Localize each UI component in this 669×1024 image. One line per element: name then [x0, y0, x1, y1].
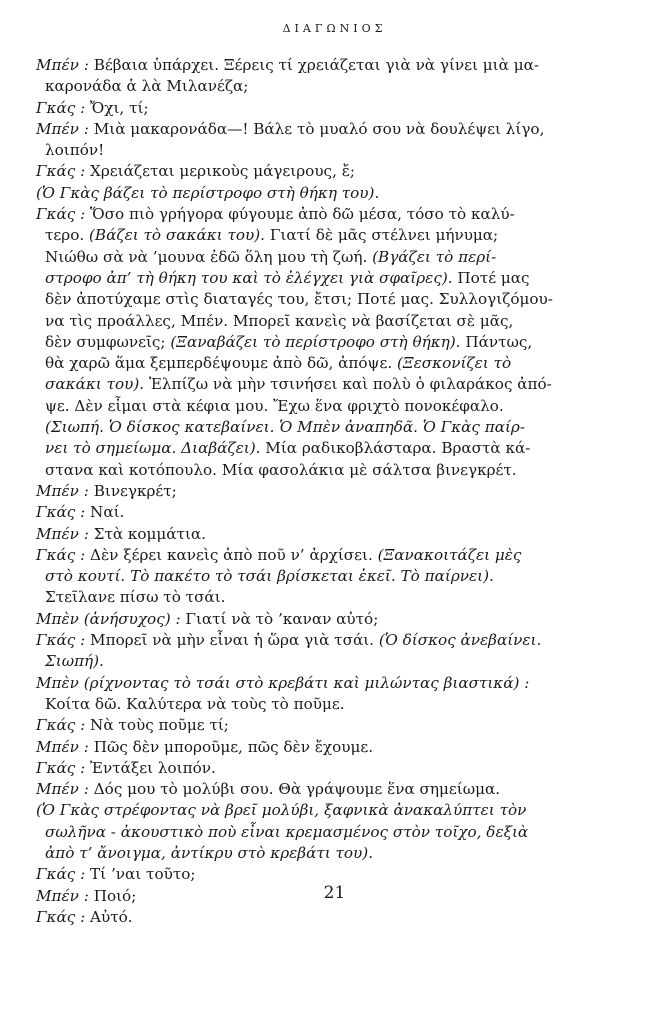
text-line: [36, 460, 596, 481]
text-line: [36, 396, 596, 417]
text-line: [36, 822, 596, 843]
speaker-label: Μπέν :: [36, 524, 89, 543]
stage-direction: σωλῆνα - ἀκουστικὸ ποὺ εἶναι κρεμασμένος στὸν τοῖχο, δεξιὰ: [45, 822, 529, 841]
text-line: [36, 119, 596, 140]
speaker-label: Μπέν :: [36, 737, 89, 756]
stage-direction: (Ὁ Γκὰς βάζει τὸ περίστροφο στὴ θήκη του).: [36, 183, 380, 202]
speaker-label: Μπέν :: [36, 56, 89, 74]
text-line: [36, 353, 596, 374]
text-line: [36, 651, 596, 672]
text-line: [36, 566, 596, 587]
text-line: [36, 737, 596, 758]
page-number: 21: [323, 883, 346, 903]
dialogue-text: Ἐντάξει λοιπόν.: [85, 758, 216, 777]
speaker-label: Γκάς :: [36, 758, 86, 777]
text-line: [36, 161, 596, 182]
speaker-label: Γκάς :: [36, 98, 86, 117]
text-line: [36, 289, 596, 310]
stage-direction: (Βάζει τὸ σακάκι του).: [89, 226, 265, 245]
dialogue-text: Ἐλπίζω νὰ μὴν τσινήσει καὶ πολὺ ὁ φιλαράκος ἀπό-: [144, 375, 552, 394]
dialogue-text: Αὐτό.: [85, 907, 133, 926]
text-line: [36, 800, 596, 821]
dialogue-text: Γιατί νὰ τὸ ’καναν αὐτό;: [180, 609, 379, 628]
speaker-label: Μπὲν (ἀνήσυχος) :: [36, 609, 181, 628]
speaker-label: Γκάς :: [36, 716, 86, 735]
text-line: [36, 758, 596, 779]
stage-direction: (Βγάζει τὸ περί-: [372, 247, 497, 266]
running-head: ΔΙΑΓΩΝΙΟΣ: [282, 22, 387, 35]
stage-direction: στὸ κουτί. Τὸ πακέτο τὸ τσάι βρίσκεται ἐκεῖ. Τὸ παίρνει).: [45, 567, 494, 586]
dialogue-text: Ποιό;: [88, 886, 137, 905]
dialogue-text: δὲν ἀποτύχαμε στὶς διαταγές του, ἔτσι; Ποτέ μας. Συλλογιζόμου-: [45, 290, 553, 309]
speaker-label: Γκάς :: [36, 631, 86, 650]
dialogue-text: Μιὰ μακαρονάδα—! Βάλε τὸ μυαλό σου νὰ δουλέψει λίγο,: [88, 119, 545, 138]
dialogue-text: Στεῖλανε πίσω τὸ τσάι.: [45, 588, 226, 607]
text-line: [36, 204, 596, 225]
text-line: [36, 225, 596, 246]
text-line: [36, 609, 596, 630]
dialogue-text: τερο.: [45, 226, 89, 245]
dialogue-text: Βινεγκρέτ;: [88, 481, 177, 500]
text-line: [36, 630, 596, 651]
dialogue-text: καρονάδα ἁ λὰ Μιλανέζα;: [45, 77, 249, 96]
stage-direction: σακάκι του).: [45, 375, 145, 394]
dialogue-text: Νὰ τοὺς ποῦμε τί;: [85, 716, 229, 735]
text-line: [36, 55, 596, 76]
stage-direction: στροφο ἀπ’ τὴ θήκη του καὶ τὸ ἐλέγχει γιὰ σφαῖρες).: [45, 268, 453, 287]
text-line: [36, 524, 596, 545]
speaker-label: Μπέν :: [36, 481, 89, 500]
speaker-label: Γκάς :: [36, 205, 86, 224]
dialogue-text: ψε. Δὲν εἶμαι στὰ κέφια μου. Ἔχω ἕνα φριχτὸ πονοκέφαλο.: [45, 396, 504, 415]
text-line: [36, 183, 596, 204]
text-line: [36, 694, 596, 715]
dialogue-text: Χρειάζεται μερικοὺς μάγειρους, ἔ;: [85, 162, 355, 181]
text-line: [36, 481, 596, 502]
dialogue-text: Γιατί δὲ μᾶς στέλνει μήνυμα;: [265, 226, 499, 245]
stage-direction: (Ξαναβάζει τὸ περίστροφο στὴ θήκη).: [170, 332, 461, 351]
speaker-label: Γκάς :: [36, 545, 86, 564]
text-line: [36, 268, 596, 289]
dialogue-text: Μπορεῖ νὰ μὴν εἶναι ἡ ὥρα γιὰ τσάι.: [85, 631, 379, 650]
text-line: [36, 140, 596, 161]
speaker-label: Μπὲν (ρίχνοντας τὸ τσάι στὸ κρεβάτι καὶ μιλώντας βιαστικά) :: [36, 673, 530, 692]
dialogue-text: Τί ’ναι τοῦτο;: [85, 865, 196, 884]
text-line: [36, 311, 596, 332]
text-line: [36, 98, 596, 119]
speaker-label: Γκάς :: [36, 865, 86, 884]
text-line: [36, 332, 596, 353]
dialogue-text: Νιώθω σὰ νὰ ’μουνα ἐδῶ ὅλη μου τὴ ζωή.: [45, 247, 373, 266]
text-line: [36, 843, 596, 864]
speaker-label: Μπέν :: [36, 886, 89, 905]
stage-direction: (Ὁ Γκὰς στρέφοντας νὰ βρεῖ μολύβι, ξαφνικὰ ἀνακαλύπτει τὸν: [36, 801, 527, 820]
dialogue-text: Δός μου τὸ μολύβι σου. Θὰ γράψουμε ἕνα σημείωμα.: [88, 780, 501, 799]
text-line: [36, 76, 596, 97]
dialogue-text: Ναί.: [85, 503, 125, 522]
text-line: [36, 545, 596, 566]
stage-direction: (Ξεσκονίζει τὸ: [397, 354, 512, 373]
text-line: [36, 587, 596, 608]
text-line: [36, 438, 596, 459]
dialogue-text: Στὰ κομμάτια.: [88, 524, 206, 543]
stage-direction: Σιωπή).: [45, 652, 104, 671]
dialogue-text: στανα καὶ κοτόπουλο. Μία φασολάκια μὲ σάλτσα βινεγκρέτ.: [45, 460, 517, 479]
speaker-label: Γκάς :: [36, 503, 86, 522]
dialogue-text: Ὄχι, τί;: [85, 98, 149, 117]
stage-direction: ἀπὸ τ’ ἄνοιγμα, ἀντίκρυ στὸ κρεβάτι του).: [45, 843, 374, 862]
speaker-label: Μπέν :: [36, 780, 89, 799]
dialogue-text: Ὅσο πιὸ γρήγορα φύγουμε ἀπὸ δῶ μέσα, τόσο τὸ καλύ-: [85, 205, 515, 224]
dialogue-text: να τὶς προάλλες, Μπέν. Μπορεῖ κανεὶς νὰ βασίζεται σὲ μᾶς,: [45, 311, 514, 330]
stage-direction: (Ξανακοιτάζει μὲς: [377, 545, 522, 564]
dialogue-text: θὰ χαρῶ ἅμα ξεμπερδέψουμε ἀπὸ δῶ, ἀπόψε.: [45, 354, 397, 373]
speaker-label: Μπέν :: [36, 119, 89, 138]
dialogue-text: [36, 55, 596, 928]
text-line: [36, 417, 596, 438]
text-line: [36, 502, 596, 523]
text-line: [36, 715, 596, 736]
dialogue-text: Πάντως,: [460, 332, 533, 351]
speaker-label: Γκάς :: [36, 162, 86, 181]
dialogue-text: Ποτέ μας: [452, 268, 530, 287]
speaker-label: Γκάς :: [36, 907, 86, 926]
text-line: [36, 907, 596, 928]
dialogue-text: Βέβαια ὑπάρχει. Ξέρεις τί χρειάζεται γιὰ νὰ γίνει μιὰ μα-: [88, 56, 539, 74]
stage-direction: (Ὁ δίσκος ἀνεβαίνει.: [378, 631, 542, 650]
stage-direction: (Σιωπή. Ὁ δίσκος κατεβαίνει. Ὁ Μπὲν ἀναπηδᾶ. Ὁ Γκὰς παίρ-: [45, 418, 525, 437]
dialogue-text: Κοίτα δῶ. Καλύτερα νὰ τοὺς τὸ ποῦμε.: [45, 694, 345, 713]
text-line: [36, 247, 596, 268]
dialogue-text: λοιπόν!: [45, 141, 105, 160]
text-line: [36, 374, 596, 395]
stage-direction: νει τὸ σημείωμα. Διαβάζει).: [45, 439, 261, 458]
text-line: [36, 673, 596, 694]
dialogue-text: δὲν συμφωνεῖς;: [45, 332, 171, 351]
dialogue-text: Πῶς δὲν μποροῦμε, πῶς δὲν ἔχουμε.: [88, 737, 374, 756]
text-line: [36, 779, 596, 800]
dialogue-text: Δὲν ξέρει κανεὶς ἀπὸ ποῦ ν’ ἀρχίσει.: [85, 545, 378, 564]
dialogue-text: Μία ραδικοβλάσταρα. Βραστὰ κά-: [260, 439, 531, 458]
